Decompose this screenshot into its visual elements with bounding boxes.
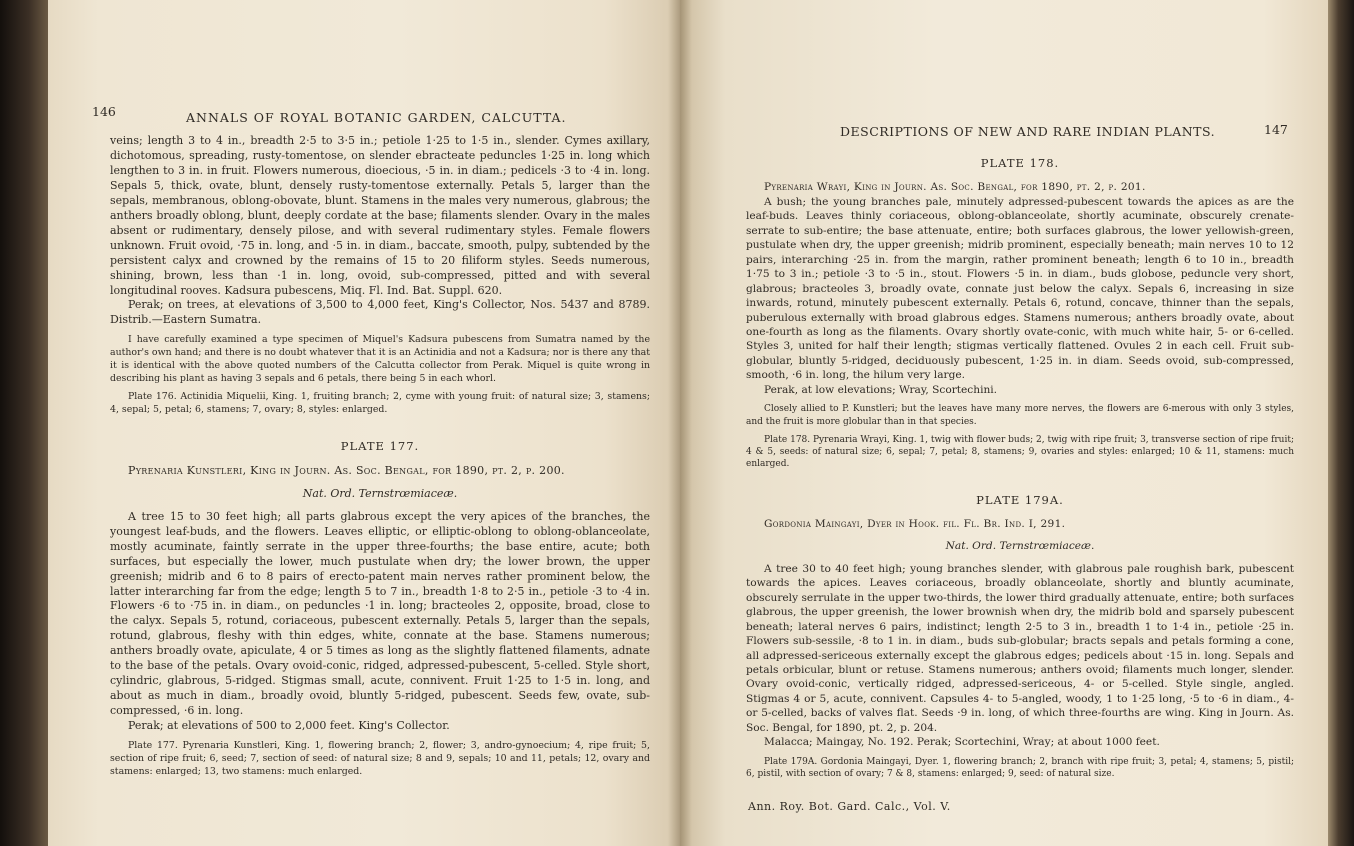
natural-order-179a: Nat. Ord. Ternstrœmiaceæ. xyxy=(945,540,1095,553)
natural-order-177: Nat. Ord. Ternstrœmiaceæ. xyxy=(302,486,458,500)
author-note-176: I have carefully examined a type specimen of Miquel's Kadsura pubescens from Sumatra named by the author's own hand; and there is no doubt whatever that it is an Actinidia and not a Kadsura; nor is there any that it is identical with the above quoted numbers of the Calcutta collector from Perak. Miquel is quite wrong in describing his plant as having 3 sepals and 6 petals, there being 5 in each whorl. xyxy=(110,334,650,384)
left-page-body xyxy=(110,134,650,778)
book-gutter xyxy=(668,0,692,846)
continued-description: veins; length 3 to 4 in., breadth 2·5 to 3·5 in.; petiole 1·25 to 1·5 in., slender. Cymes axillary, dichotomous, spreading, rusty-tomentose, on slender ebracteate peduncles 1·25 in. long which lengthen to 3 in. in fruit. Flowers numerous, dioecious, ·5 in. in diam.; pedicels ·3 to ·4 in. long. Sepals 5, thick, ovate, blunt, densely rusty-tomentose externally. Petals 5, larger than the sepals, membranous, oblong-obovate, blunt. Stamens in the males very numerous, glabrous; the anthers broadly oblong, blunt, deeply cordate at the base; filaments slender. Ovary in the males absent or rudimentary, densely pilose, and with several rudimentary styles. Female flowers unknown. Fruit ovoid, ·75 in. long, and ·5 in. in diam., baccate, smooth, pulpy, subtended by the persistent calyx and crowned by the remains of 15 to 20 filiform styles. Seeds numerous, shining, brown, less than ·1 in. long, ovoid, sub-compressed, pitted and with several longitudinal rooves. Kadsura pubescens, Miq. Fl. Ind. Bat. Suppl. 620. xyxy=(110,134,650,297)
description-177: A tree 15 to 30 feet high; all parts glabrous except the very apices of the branches, the youngest leaf-buds, and the flowers. Leaves elliptic, or elliptic-oblong to oblong-oblanceolate, mostly acuminate, faintly serrate in the upper three-fourths; the base entire, acute; both surfaces, but especially the lower, much pustulate when dry; the lower brown, the upper greenish; midrib and 6 to 8 pairs of erecto-patent main nerves rather prominent below, the latter interarching far from the edge; length 5 to 7 in., breadth 1·8 to 2·5 in., petiole ·3 to ·4 in. Flowers ·6 to ·75 in. in diam., on peduncles ·1 in. long; bracteoles 2, opposite, broad, close to the calyx. Sepals 5, rotund, coriaceous, pubescent externally. Petals 5, larger than the sepals, rotund, glabrous, fleshy with thin edges, white, connate at the base. Stamens numerous; anthers broadly ovate, apiculate, 4 or 5 times as long as the slightly flattened filaments, adnate to the base of the petals. Ovary ovoid-conic, ridged, adpressed-pubescent, 5-celled. Style short, cylindric, glabrous, 5-ridged. Stigmas small, acute, connivent. Fruit 1·25 to 1·5 in. long, and about as much in diam., broadly ovoid, bluntly 5-ridged, pubescent. Seeds few, ovate, sub-compressed, ·6 in. long. xyxy=(110,509,650,718)
habitat-178: Perak, at low elevations; Wray, Scortechini. xyxy=(764,383,998,396)
plate-caption-178: Plate 178. Pyrenaria Wrayi, King. 1, twig with flower buds; 2, twig with ripe fruit; 3, transverse section of ripe fruit; 4 & 5, seeds: of natural size; 6, sepal; 7, petal; 8, stamens; 9, ovaries and styles: enlarged; 10 & 11, stamens: much enlarged. xyxy=(746,434,1294,470)
plate-caption-176: Plate 176. Actinidia Miquelii, King. 1, fruiting branch; 2, cyme with young fruit: of natural size; 3, stamens; 4, sepal; 5, petal; 6, stamens; 7, ovary; 8, styles: enlarged. xyxy=(110,391,650,416)
plate-caption-179a: Plate 179A. Gordonia Maingayi, Dyer. 1, flowering branch; 2, branch with ripe fruit; 3, petal; 4, stamens; 5, pistil; 6, pistil, with section of ovary; 7 & 8, stamens: enlarged; 9, seed: of natural size. xyxy=(746,756,1294,779)
species-name-178: Pyrenaria Wrayi, King in Journ. As. Soc. Bengal, for 1890, pt. 2, p. 201. xyxy=(764,181,1146,194)
right-page xyxy=(680,0,1328,846)
species-name-177: Pyrenaria Kunstleri, King in Journ. As. Soc. Bengal, for 1890, pt. 2, p. 200. xyxy=(128,463,565,477)
page-number-right: 147 xyxy=(1264,122,1288,137)
plate-title-179a: PLATE 179A. xyxy=(976,492,1064,507)
journal-footer: Ann. Roy. Bot. Gard. Calc., Vol. V. xyxy=(748,800,951,813)
book-edge-right xyxy=(1328,0,1354,846)
running-head-left: ANNALS OF ROYAL BOTANIC GARDEN, CALCUTTA. xyxy=(186,110,567,125)
page-number-left: 146 xyxy=(92,104,116,119)
description-179a: A tree 30 to 40 feet high; young branches slender, with glabrous pale roughish bark, pubescent towards the apices. Leaves coriaceous, broadly oblanceolate, shortly and bluntly acuminate, obscurely serrulate in the upper two-thirds, the lower third gradually attenuate, entire; both surfaces glabrous, the upper greenish, the lower brownish when dry, the midrib bold and sparsely pubescent beneath; lateral nerves 6 pairs, indistinct; length 2·5 to 3 in., breadth 1 to 1·4 in., petiole ·25 in. Flowers sub-sessile, ·8 to 1 in. in diam., buds sub-globular; bracts sepals and petals forming a cone, all adpressed-sericeous externally except the glabrous edges; pedicels about ·15 in. long. Sepals and petals orbicular, blunt or retuse. Stamens numerous; anthers ovoid; filaments much longer, slender. Ovary ovoid-conic, vertically ridged, adpressed-sericeous, 4- or 5-celled. Style single, angled. Stigmas 4 or 5, acute, connivent. Capsules 4- to 5-angled, woody, 1 to 1·25 long, ·5 to ·6 in diam., 4- or 5-celled, backs of valves flat. Seeds ·9 in. long, of which three-fourths are wing. King in Journ. As. Soc. Bengal, for 1890, pt. 2, p. 204. xyxy=(746,562,1294,734)
habitat-177: Perak; at elevations of 500 to 2,000 feet. King's Collector. xyxy=(128,719,450,733)
plate-title-177: PLATE 177. xyxy=(340,438,420,453)
right-page-body xyxy=(746,156,1294,780)
author-note-178: Closely allied to P. Kunstleri; but the leaves have many more nerves, the flowers are 6-merous with only 3 styles, and the fruit is more globular than in that species. xyxy=(746,404,1294,427)
plate-title-178: PLATE 178. xyxy=(980,156,1060,170)
plate-caption-177: Plate 177. Pyrenaria Kunstleri, King. 1, flowering branch; 2, flower; 3, andro-gynoecium; 4, ripe fruit; 5, section of ripe fruit; 6, seed; 7, section of seed: of natural size; 8 and 9, sepals; 10 and 11, petals; 12, ovary and stamens: enlarged; 13, two stamens: much enlarged. xyxy=(110,740,650,777)
left-page xyxy=(48,0,680,846)
habitat-179a: Malacca; Maingay, No. 192. Perak; Scortechini, Wray; at about 1000 feet. xyxy=(764,736,1160,749)
book-edge-left xyxy=(0,0,48,846)
species-name-179a: Gordonia Maingayi, Dyer in Hook. fil. Fl. Br. Ind. I, 291. xyxy=(764,517,1066,530)
description-178: A bush; the young branches pale, minutely adpressed-pubescent towards the apices as are the leaf-buds. Leaves thinly coriaceous, oblong-oblanceolate, shortly acuminate, obscurely crenate-serrate to sub-entire; the base attenuate, entire; both surfaces glabrous, the lower yellowish-green, pustulate when dry, the upper greenish; midrib prominent, especially beneath; main nerves 10 to 12 pairs, interarching ·25 in. from the margin, rather prominent beneath; length 6 to 10 in., breadth 1·75 to 3 in.; petiole ·3 to ·5 in., stout. Flowers ·5 in. in diam., buds globose, peduncle very short, glabrous; bracteoles 3, broadly ovate, connate just below the calyx. Sepals 6, increasing in size inwards, rotund, minutely pubescent externally. Petals 6, rotund, concave, thinner than the sepals, puberulous externally with broad glabrous edges. Stamens numerous; anthers broadly ovate, about one-fourth as long as the filaments. Ovary shortly ovate-conic, with much white hair, 5- or 6-celled. Styles 3, united for half their length; stigmas vertically flattened. Ovules 2 in each cell. Fruit sub-globular, bluntly 5-ridged, deciduously pubescent, 1·25 in. in diam. Seeds ovoid, sub-compressed, smooth, ·6 in. long, the hilum very large. xyxy=(746,195,1294,382)
running-head-right: DESCRIPTIONS OF NEW AND RARE INDIAN PLANTS. xyxy=(840,124,1216,139)
habitat-176: Perak; on trees, at elevations of 3,500 to 4,000 feet, King's Collector, Nos. 5437 and 8789. Distrib.—Eastern Sumatra. xyxy=(110,298,650,327)
